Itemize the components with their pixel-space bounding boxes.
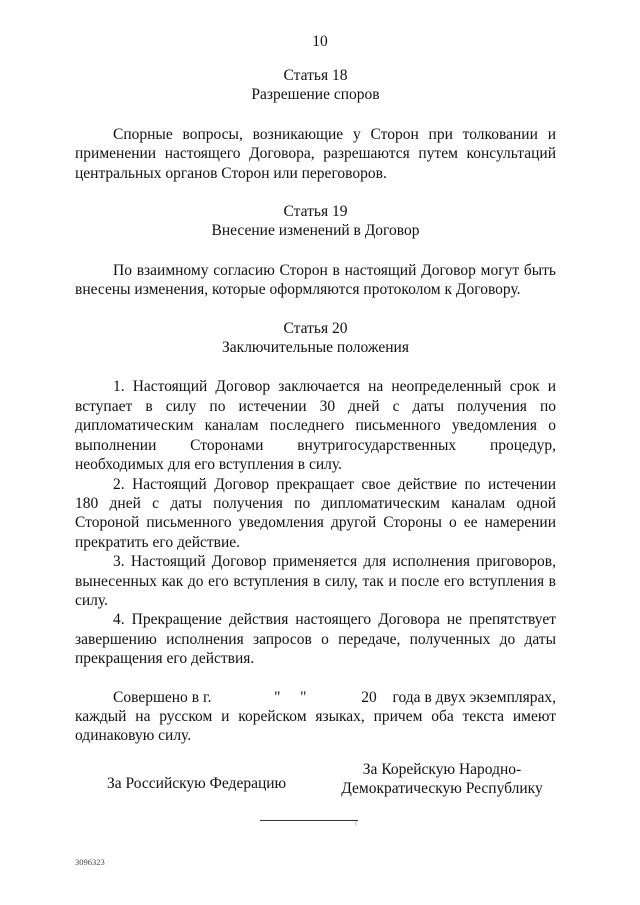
signature-block	[75, 760, 556, 814]
article-19-number: Статья 19	[283, 203, 348, 221]
end-divider-line	[260, 820, 358, 821]
article-20-heading	[75, 319, 556, 358]
article-19-paragraph-1: По взаимному согласию Сторон в настоящий Договор могут быть внесены изменения, которые оформляются протоколом к Договору.	[75, 261, 556, 299]
article-18-paragraph-1: Спорные вопросы, возникающие у Сторон при толковании и применении настоящего Договора, разрешаются путем консультаций центральных органов Сторон или переговоров.	[75, 125, 556, 182]
signature-dprk	[337, 760, 547, 799]
article-19-heading	[75, 202, 556, 241]
page-number: 10	[312, 33, 328, 50]
article-19-title: Внесение изменений в Договор	[211, 222, 420, 240]
end-divider-mark: /	[355, 819, 357, 827]
document-body	[75, 66, 560, 814]
article-20-paragraph-3: 3. Настоящий Договор применяется для исполнения приговоров, вынесенных как до его вступления в силу, так и после его вступления в силу.	[75, 553, 556, 609]
article-18-heading	[75, 66, 556, 105]
closing-paragraph: Совершено в г. " " 20 года в двух экземплярах, каждый на русском и корейском языках, причем оба текста имеют одинаковую силу.	[75, 688, 560, 745]
signature-russian-federation: За Российскую Федерацию	[107, 774, 287, 792]
article-18-number: Статья 18	[283, 67, 348, 84]
signature-dprk-line-1: За Корейскую Народно-	[362, 760, 522, 778]
article-18-title: Разрешение споров	[251, 86, 380, 104]
article-20-paragraph-1: 1. Настоящий Договор заключается на неопределенный срок и вступает в силу по истечении 30 дней с даты получения по дипломатическим каналам последнего письменного уведомления о выполнении Сторонами внутригосударственных процедур, необходимых для его вступления в силу.	[75, 378, 556, 474]
article-20-title: Заключительные положения	[222, 339, 409, 357]
document-code: 3096323	[75, 857, 105, 867]
article-20-paragraph-2: 2. Настоящий Договор прекращает свое действие по истечении 180 дней с даты получения по дипломатическим каналам одной Стороной письменного уведомления другой Стороны о ее намерении прекратить его действие.	[75, 475, 556, 551]
article-20-number: Статья 20	[283, 319, 348, 337]
signature-dprk-line-2: Демократическую Республику	[341, 780, 543, 798]
article-20-paragraph-4: 4. Прекращение действия настоящего Договора не препятствует завершению исполнения запросов о передаче, полученных до даты прекращения его действия.	[75, 611, 556, 668]
